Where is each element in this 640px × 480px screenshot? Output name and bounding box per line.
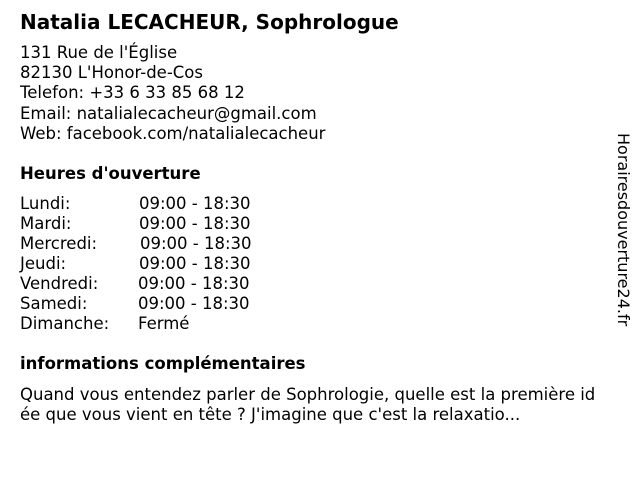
contact-block bbox=[20, 43, 325, 144]
time-value: 09:00 - 18:30 bbox=[139, 194, 251, 213]
phone-number: Telefon: +33 6 33 85 68 12 bbox=[20, 83, 245, 103]
hours-heading: Heures d'ouverture bbox=[20, 164, 201, 183]
day-label: Jeudi: bbox=[20, 254, 67, 273]
street-address: 131 Rue de l'Église bbox=[20, 43, 178, 62]
time-value: 09:00 - 18:30 bbox=[140, 234, 252, 253]
time-value: 09:00 - 18:30 bbox=[139, 214, 251, 233]
watermark bbox=[613, 133, 633, 343]
time-value: 09:00 - 18:30 bbox=[138, 294, 250, 313]
page-title: Natalia LECACHEUR, Sophrologue bbox=[20, 10, 399, 34]
info-heading: informations complémentaires bbox=[20, 354, 306, 373]
time-value: 09:00 - 18:30 bbox=[138, 274, 250, 293]
day-label: Dimanche: bbox=[20, 314, 110, 333]
description bbox=[20, 385, 595, 425]
description-line: Quand vous entendez parler de Sophrologie, quelle est la première id bbox=[20, 385, 596, 404]
day-label: Mercredi: bbox=[20, 234, 98, 253]
website: Web: facebook.com/natalialecacheur bbox=[20, 123, 326, 143]
day-label: Vendredi: bbox=[20, 274, 99, 293]
time-value: Fermé bbox=[138, 314, 190, 333]
time-value: 09:00 - 18:30 bbox=[139, 254, 251, 273]
description-line: ée que vous vient en tête ? J'imagine que c'est la relaxatio... bbox=[20, 405, 521, 424]
watermark-text: Horairesdouverture24.fr bbox=[614, 133, 633, 327]
day-label: Samedi: bbox=[20, 294, 88, 313]
day-label: Lundi: bbox=[20, 194, 71, 213]
email-address: Email: natalialecacheur@gmail.com bbox=[20, 103, 317, 123]
city-postal: 82130 L'Honor-de-Cos bbox=[20, 63, 203, 83]
day-label: Mardi: bbox=[20, 214, 72, 233]
